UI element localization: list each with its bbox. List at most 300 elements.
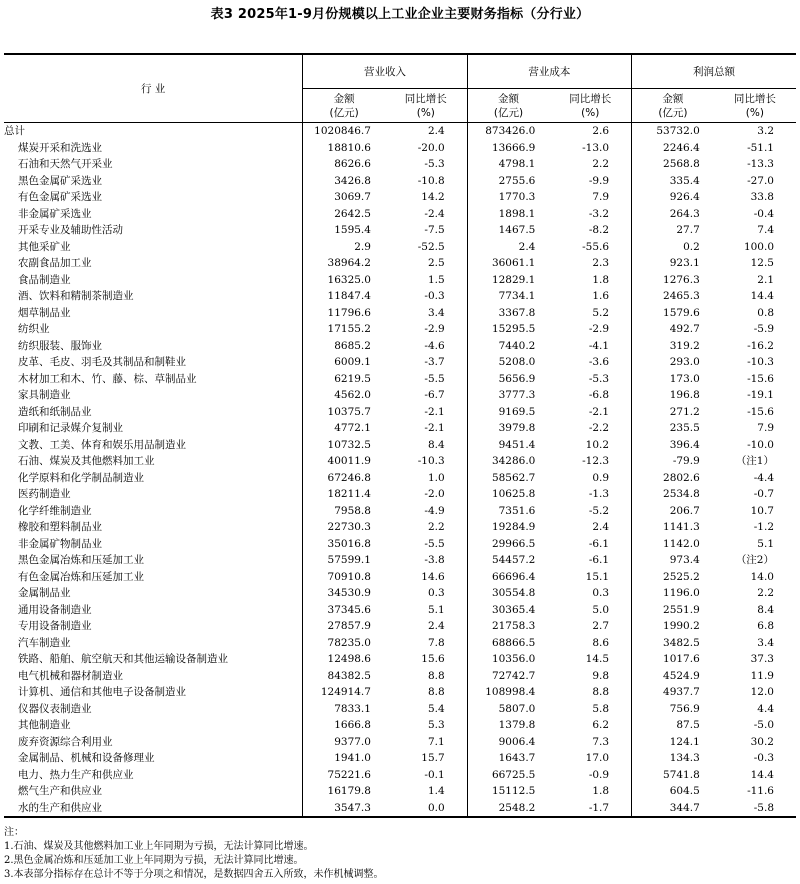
cell-cost-amount: 2755.6 bbox=[467, 173, 549, 190]
cell-profit-amount: 756.9 bbox=[632, 701, 714, 718]
row-industry-name: 水的生产和供应业 bbox=[4, 800, 303, 818]
cell-revenue-amount: 2642.5 bbox=[303, 206, 385, 223]
cell-cost-amount: 36061.1 bbox=[467, 255, 549, 272]
table-row bbox=[4, 354, 796, 371]
row-industry-name: 铁路、船舶、航空航天和其他运输设备制造业 bbox=[18, 653, 228, 666]
cell-revenue-growth: -2.4 bbox=[424, 207, 445, 220]
cell-profit-amount: 235.5 bbox=[632, 420, 714, 437]
cell-revenue-amount: 2.9 bbox=[303, 239, 385, 256]
cell-cost-growth: -1.7 bbox=[549, 800, 631, 818]
cell-revenue-growth: 2.4 bbox=[427, 125, 445, 138]
cell-profit-amount: 492.7 bbox=[632, 321, 714, 338]
cell-cost-growth: 1.8 bbox=[592, 785, 610, 798]
table-row bbox=[4, 585, 796, 602]
cell-profit-amount: 344.7 bbox=[632, 800, 714, 818]
cell-profit-amount: 1141.3 bbox=[632, 519, 714, 536]
cell-revenue-amount: 1020846.7 bbox=[303, 123, 385, 140]
cell-revenue-growth: 1.5 bbox=[427, 273, 445, 286]
cell-cost-growth: 0.3 bbox=[592, 587, 610, 600]
cell-revenue-growth: 0.3 bbox=[427, 587, 445, 600]
row-industry-name: 计算机、通信和其他电子设备制造业 bbox=[18, 686, 186, 699]
cell-revenue-growth: -5.5 bbox=[424, 372, 445, 385]
cell-revenue-amount: 11847.4 bbox=[303, 288, 385, 305]
cell-profit-amount: 1276.3 bbox=[632, 272, 714, 289]
row-industry-name: 石油和天然气开采业 bbox=[18, 158, 113, 171]
cell-cost-amount: 2548.2 bbox=[467, 800, 549, 818]
cell-profit-growth: 2.1 bbox=[757, 273, 774, 286]
cell-cost-amount: 5208.0 bbox=[467, 354, 549, 371]
cell-revenue-growth: -4.6 bbox=[424, 339, 445, 352]
cell-profit-growth: -11.6 bbox=[747, 785, 774, 798]
cell-revenue-amount: 3426.8 bbox=[303, 173, 385, 190]
cell-profit-growth: 37.3 bbox=[750, 653, 774, 666]
footnotes bbox=[4, 826, 384, 882]
cell-cost-growth: -6.1 bbox=[588, 537, 610, 550]
cell-profit-growth: -10.3 bbox=[747, 356, 774, 369]
cell-profit-growth: -51.1 bbox=[747, 141, 774, 154]
cell-cost-growth: -3.2 bbox=[588, 207, 610, 220]
cell-revenue-amount: 6219.5 bbox=[303, 371, 385, 388]
cell-cost-amount: 12829.1 bbox=[467, 272, 549, 289]
table-row bbox=[4, 536, 796, 553]
cell-profit-growth: 100.0 bbox=[743, 240, 774, 253]
cell-revenue-amount: 3547.3 bbox=[303, 800, 385, 818]
table-row bbox=[4, 404, 796, 421]
cell-cost-amount: 2.4 bbox=[467, 239, 549, 256]
cell-profit-amount: 173.0 bbox=[632, 371, 714, 388]
cell-cost-amount: 873426.0 bbox=[467, 123, 549, 140]
cell-revenue-amount: 78235.0 bbox=[303, 635, 385, 652]
table-row bbox=[4, 800, 796, 818]
table-row bbox=[4, 717, 796, 734]
cell-profit-growth: 7.9 bbox=[757, 422, 774, 435]
cell-cost-growth: -6.8 bbox=[588, 389, 610, 402]
cell-cost-amount: 21758.3 bbox=[467, 618, 549, 635]
cell-revenue-amount: 7833.1 bbox=[303, 701, 385, 718]
cell-revenue-amount: 22730.3 bbox=[303, 519, 385, 536]
cell-revenue-growth: -2.1 bbox=[424, 422, 445, 435]
cell-revenue-growth: -52.5 bbox=[417, 240, 445, 253]
cell-profit-amount: 319.2 bbox=[632, 338, 714, 355]
table-row bbox=[4, 635, 796, 652]
cell-profit-amount: 2534.8 bbox=[632, 486, 714, 503]
row-industry-name: 烟草制品业 bbox=[18, 306, 71, 319]
table-row bbox=[4, 222, 796, 239]
cell-revenue-amount: 57599.1 bbox=[303, 552, 385, 569]
cell-cost-amount: 72742.7 bbox=[467, 668, 549, 685]
cell-revenue-growth: 8.8 bbox=[427, 669, 445, 682]
column-group-profit: 利润总额 bbox=[632, 54, 796, 89]
cell-revenue-growth: 7.1 bbox=[427, 735, 445, 748]
cell-revenue-growth: 8.8 bbox=[427, 686, 445, 699]
table-row bbox=[4, 338, 796, 355]
footnote-1: 1.石油、煤炭及其他燃料加工业上年同期为亏损，无法计算同比增速。 bbox=[4, 841, 314, 852]
cell-profit-growth: -5.0 bbox=[753, 719, 774, 732]
cell-cost-amount: 7440.2 bbox=[467, 338, 549, 355]
column-group-revenue: 营业收入 bbox=[303, 54, 467, 89]
row-header-industry: 行 业 bbox=[4, 54, 303, 123]
table-row bbox=[4, 486, 796, 503]
cell-revenue-amount: 8685.2 bbox=[303, 338, 385, 355]
cell-profit-growth: 4.4 bbox=[757, 702, 774, 715]
cell-cost-growth: -5.3 bbox=[588, 372, 610, 385]
cell-cost-growth: 1.8 bbox=[592, 273, 610, 286]
cell-cost-amount: 30554.8 bbox=[467, 585, 549, 602]
row-industry-name: 酒、饮料和精制茶制造业 bbox=[18, 290, 134, 303]
cell-revenue-growth: 3.4 bbox=[427, 306, 445, 319]
table-row bbox=[4, 453, 796, 470]
cell-revenue-growth: -6.7 bbox=[424, 389, 445, 402]
table-row bbox=[4, 189, 796, 206]
table-row bbox=[4, 519, 796, 536]
cell-revenue-growth: 15.7 bbox=[421, 752, 445, 765]
cell-revenue-growth: 0.0 bbox=[385, 800, 467, 818]
column-header-growth: 同比增长 (%) bbox=[549, 89, 631, 123]
cell-cost-amount: 29966.5 bbox=[467, 536, 549, 553]
cell-profit-amount: 973.4 bbox=[632, 552, 714, 569]
cell-cost-growth: 6.2 bbox=[592, 719, 610, 732]
cell-cost-growth: 5.8 bbox=[592, 702, 610, 715]
cell-cost-growth: -9.9 bbox=[588, 174, 610, 187]
cell-revenue-growth: 2.2 bbox=[427, 521, 445, 534]
cell-profit-amount: 87.5 bbox=[632, 717, 714, 734]
cell-cost-amount: 7351.6 bbox=[467, 503, 549, 520]
cell-cost-growth: -12.3 bbox=[582, 455, 610, 468]
footnote-3: 3.本表部分指标存在总计不等于分项之和情况，是数据四舍五入所致，未作机械调整。 bbox=[4, 869, 384, 880]
cell-revenue-amount: 1941.0 bbox=[303, 750, 385, 767]
table-row bbox=[4, 156, 796, 173]
table-row bbox=[4, 288, 796, 305]
cell-cost-growth: 7.9 bbox=[592, 191, 610, 204]
cell-cost-growth: 15.1 bbox=[585, 570, 610, 583]
cell-cost-growth: 2.4 bbox=[592, 521, 610, 534]
cell-profit-growth: 0.8 bbox=[757, 306, 774, 319]
row-industry-name: 皮革、毛皮、羽毛及其制品和制鞋业 bbox=[18, 356, 186, 369]
cell-profit-amount: 1579.6 bbox=[632, 305, 714, 322]
cell-revenue-growth: 5.1 bbox=[427, 603, 445, 616]
cell-revenue-growth: -7.5 bbox=[424, 224, 445, 237]
cell-cost-growth: 5.0 bbox=[592, 603, 610, 616]
cell-revenue-growth: -3.8 bbox=[424, 554, 445, 567]
cell-revenue-amount: 40011.9 bbox=[303, 453, 385, 470]
cell-revenue-amount: 16325.0 bbox=[303, 272, 385, 289]
cell-cost-growth: 14.5 bbox=[585, 653, 610, 666]
table-title: 表3 2025年1-9月份规模以上工业企业主要财务指标（分行业） bbox=[210, 7, 590, 22]
cell-profit-growth: 14.4 bbox=[750, 768, 774, 781]
cell-cost-amount: 58562.7 bbox=[467, 470, 549, 487]
cell-profit-amount: 206.7 bbox=[632, 503, 714, 520]
cell-revenue-growth: -2.9 bbox=[424, 323, 445, 336]
row-industry-name: 非金属矿物制品业 bbox=[18, 537, 102, 550]
cell-revenue-amount: 3069.7 bbox=[303, 189, 385, 206]
cell-revenue-amount: 124914.7 bbox=[303, 684, 385, 701]
cell-cost-growth: 5.2 bbox=[592, 306, 610, 319]
cell-cost-growth: 2.7 bbox=[592, 620, 610, 633]
cell-revenue-amount: 70910.8 bbox=[303, 569, 385, 586]
table-row bbox=[4, 701, 796, 718]
cell-cost-growth: 8.6 bbox=[592, 636, 610, 649]
cell-profit-growth: -0.3 bbox=[753, 752, 774, 765]
cell-revenue-growth: -5.5 bbox=[424, 537, 445, 550]
cell-cost-amount: 15112.5 bbox=[467, 783, 549, 800]
cell-cost-amount: 54457.2 bbox=[467, 552, 549, 569]
table-row bbox=[4, 206, 796, 223]
column-group-cost: 营业成本 bbox=[467, 54, 631, 89]
cell-profit-amount: 2246.4 bbox=[632, 140, 714, 157]
row-industry-name: 橡胶和塑料制品业 bbox=[18, 521, 102, 534]
cell-profit-growth: -10.0 bbox=[747, 438, 774, 451]
cell-profit-growth: 10.7 bbox=[750, 504, 774, 517]
row-industry-name: 医药制造业 bbox=[18, 488, 71, 501]
cell-revenue-amount: 84382.5 bbox=[303, 668, 385, 685]
cell-profit-growth: 14.4 bbox=[750, 290, 774, 303]
cell-cost-growth: -2.9 bbox=[588, 323, 610, 336]
cell-revenue-amount: 67246.8 bbox=[303, 470, 385, 487]
cell-profit-amount: 196.8 bbox=[632, 387, 714, 404]
cell-cost-amount: 7734.1 bbox=[467, 288, 549, 305]
cell-revenue-amount: 1666.8 bbox=[303, 717, 385, 734]
row-industry-name: 汽车制造业 bbox=[18, 636, 71, 649]
row-industry-name: 木材加工和木、竹、藤、棕、草制品业 bbox=[18, 372, 197, 385]
column-header-amount: 金额 (亿元) bbox=[303, 89, 385, 123]
cell-profit-amount: 926.4 bbox=[632, 189, 714, 206]
cell-cost-amount: 1898.1 bbox=[467, 206, 549, 223]
cell-profit-growth: 3.2 bbox=[757, 125, 774, 138]
cell-revenue-amount: 7958.8 bbox=[303, 503, 385, 520]
cell-cost-amount: 13666.9 bbox=[467, 140, 549, 157]
cell-cost-growth: 10.2 bbox=[585, 438, 610, 451]
row-industry-name: 废弃资源综合利用业 bbox=[18, 735, 113, 748]
row-industry-name: 家具制造业 bbox=[18, 389, 71, 402]
cell-profit-growth: -15.6 bbox=[747, 372, 774, 385]
cell-profit-amount: 2525.2 bbox=[632, 569, 714, 586]
cell-profit-growth: -27.0 bbox=[747, 174, 774, 187]
cell-profit-growth: 6.8 bbox=[757, 620, 774, 633]
row-industry-name: 金属制品、机械和设备修理业 bbox=[18, 752, 155, 765]
cell-revenue-amount: 18810.6 bbox=[303, 140, 385, 157]
row-industry-name: 燃气生产和供应业 bbox=[18, 785, 102, 798]
row-industry-name: 食品制造业 bbox=[18, 273, 71, 286]
cell-profit-amount: 2465.3 bbox=[632, 288, 714, 305]
cell-revenue-growth: 8.4 bbox=[427, 438, 445, 451]
cell-profit-growth: 12.0 bbox=[750, 686, 774, 699]
row-industry-name: 其他采矿业 bbox=[18, 240, 71, 253]
cell-cost-growth: 2.3 bbox=[592, 257, 610, 270]
cell-revenue-amount: 35016.8 bbox=[303, 536, 385, 553]
table-row bbox=[4, 239, 796, 256]
table-row bbox=[4, 255, 796, 272]
row-industry-name: 化学纤维制造业 bbox=[18, 504, 92, 517]
table-row bbox=[4, 272, 796, 289]
cell-profit-growth: 8.4 bbox=[757, 603, 774, 616]
row-industry-name: 印刷和记录媒介复制业 bbox=[18, 422, 123, 435]
cell-cost-growth: 7.3 bbox=[592, 735, 610, 748]
cell-cost-amount: 5807.0 bbox=[467, 701, 549, 718]
row-industry-name: 化学原料和化学制品制造业 bbox=[18, 471, 144, 484]
cell-profit-amount: 0.2 bbox=[632, 239, 714, 256]
cell-cost-amount: 19284.9 bbox=[467, 519, 549, 536]
table-body bbox=[4, 123, 796, 818]
cell-profit-amount: 1196.0 bbox=[632, 585, 714, 602]
cell-revenue-amount: 75221.6 bbox=[303, 767, 385, 784]
table-row bbox=[4, 305, 796, 322]
cell-revenue-amount: 16179.8 bbox=[303, 783, 385, 800]
table-row bbox=[4, 783, 796, 800]
cell-revenue-growth: -4.9 bbox=[424, 504, 445, 517]
cell-cost-growth: 17.0 bbox=[585, 752, 610, 765]
row-industry-name: 专用设备制造业 bbox=[18, 620, 92, 633]
cell-profit-amount: 2568.8 bbox=[632, 156, 714, 173]
column-header-growth: 同比增长 (%) bbox=[385, 89, 467, 123]
row-industry-name: 总计 bbox=[4, 125, 25, 138]
cell-revenue-amount: 11796.6 bbox=[303, 305, 385, 322]
row-industry-name: 金属制品业 bbox=[18, 587, 71, 600]
cell-profit-amount: 604.5 bbox=[632, 783, 714, 800]
cell-revenue-growth: 14.6 bbox=[421, 570, 445, 583]
cell-cost-amount: 9451.4 bbox=[467, 437, 549, 454]
cell-revenue-amount: 37345.6 bbox=[303, 602, 385, 619]
cell-cost-amount: 66725.5 bbox=[467, 767, 549, 784]
cell-revenue-growth: -2.0 bbox=[424, 488, 445, 501]
cell-revenue-amount: 4772.1 bbox=[303, 420, 385, 437]
cell-profit-amount: 264.3 bbox=[632, 206, 714, 223]
cell-revenue-growth: 5.3 bbox=[427, 719, 445, 732]
cell-revenue-growth: 5.4 bbox=[427, 702, 445, 715]
cell-revenue-amount: 38964.2 bbox=[303, 255, 385, 272]
cell-cost-growth: 9.8 bbox=[592, 669, 610, 682]
cell-revenue-amount: 4562.0 bbox=[303, 387, 385, 404]
cell-cost-growth: -4.1 bbox=[588, 339, 610, 352]
cell-revenue-amount: 34530.9 bbox=[303, 585, 385, 602]
cell-profit-amount: 124.1 bbox=[632, 734, 714, 751]
cell-revenue-growth: -20.0 bbox=[417, 141, 445, 154]
cell-profit-growth: -4.4 bbox=[753, 471, 774, 484]
row-industry-name: 造纸和纸制品业 bbox=[18, 405, 92, 418]
row-industry-name: 黑色金属矿采选业 bbox=[18, 174, 102, 187]
cell-revenue-amount: 10375.7 bbox=[303, 404, 385, 421]
table-row bbox=[4, 123, 796, 140]
cell-cost-growth: 1.6 bbox=[592, 290, 610, 303]
table-row bbox=[4, 503, 796, 520]
cell-cost-amount: 3979.8 bbox=[467, 420, 549, 437]
cell-profit-amount: 1142.0 bbox=[632, 536, 714, 553]
cell-cost-amount: 15295.5 bbox=[467, 321, 549, 338]
table-row bbox=[4, 684, 796, 701]
row-industry-name: 石油、煤炭及其他燃料加工业 bbox=[18, 455, 155, 468]
cell-profit-amount: 4937.7 bbox=[632, 684, 714, 701]
cell-profit-amount: 293.0 bbox=[632, 354, 714, 371]
cell-revenue-growth: -10.8 bbox=[417, 174, 445, 187]
column-header-amount: 金额 (亿元) bbox=[632, 89, 714, 123]
row-industry-name: 通用设备制造业 bbox=[18, 603, 92, 616]
cell-revenue-amount: 9377.0 bbox=[303, 734, 385, 751]
cell-cost-amount: 9169.5 bbox=[467, 404, 549, 421]
cell-revenue-growth: -3.7 bbox=[424, 356, 445, 369]
row-industry-name: 仪器仪表制造业 bbox=[18, 702, 92, 715]
cell-revenue-amount: 18211.4 bbox=[303, 486, 385, 503]
cell-profit-amount: 1017.6 bbox=[632, 651, 714, 668]
cell-cost-growth: 2.6 bbox=[592, 125, 610, 138]
cell-profit-growth: -19.1 bbox=[747, 389, 774, 402]
cell-profit-growth: 30.2 bbox=[750, 735, 774, 748]
cell-profit-growth: 14.0 bbox=[750, 570, 774, 583]
cell-profit-growth: -1.2 bbox=[753, 521, 774, 534]
cell-cost-growth: 2.2 bbox=[592, 158, 610, 171]
cell-cost-amount: 1467.5 bbox=[467, 222, 549, 239]
cell-profit-amount: 4524.9 bbox=[632, 668, 714, 685]
cell-revenue-growth: 15.6 bbox=[421, 653, 445, 666]
cell-profit-amount: 335.4 bbox=[632, 173, 714, 190]
cell-profit-growth: -13.3 bbox=[747, 158, 774, 171]
cell-revenue-growth: -0.1 bbox=[424, 768, 445, 781]
cell-cost-growth: 8.8 bbox=[592, 686, 610, 699]
table-row bbox=[4, 371, 796, 388]
row-industry-name: 煤炭开采和洗选业 bbox=[18, 141, 102, 154]
table-row bbox=[4, 140, 796, 157]
cell-revenue-amount: 17155.2 bbox=[303, 321, 385, 338]
cell-profit-growth: -16.2 bbox=[747, 339, 774, 352]
cell-cost-amount: 1770.3 bbox=[467, 189, 549, 206]
cell-profit-growth: （注1） bbox=[735, 455, 774, 468]
cell-cost-amount: 34286.0 bbox=[467, 453, 549, 470]
row-industry-name: 有色金属冶炼和压延加工业 bbox=[18, 570, 144, 583]
cell-profit-growth: 5.1 bbox=[757, 537, 774, 550]
cell-profit-growth: 11.9 bbox=[750, 669, 774, 682]
cell-revenue-growth: 7.8 bbox=[427, 636, 445, 649]
table-row bbox=[4, 750, 796, 767]
cell-revenue-growth: -0.3 bbox=[424, 290, 445, 303]
cell-profit-growth: 33.8 bbox=[750, 191, 774, 204]
cell-profit-growth: 2.2 bbox=[757, 587, 774, 600]
row-industry-name: 黑色金属冶炼和压延加工业 bbox=[18, 554, 144, 567]
cell-cost-growth: -55.6 bbox=[582, 240, 610, 253]
cell-profit-amount: 53732.0 bbox=[632, 123, 714, 140]
table-row bbox=[4, 552, 796, 569]
cell-profit-growth: -15.6 bbox=[747, 405, 774, 418]
footnote-2: 2.黑色金属冶炼和压延加工业上年同期为亏损，无法计算同比增速。 bbox=[4, 855, 304, 866]
row-industry-name: 其他制造业 bbox=[18, 719, 71, 732]
cell-profit-growth: 7.4 bbox=[757, 224, 774, 237]
cell-revenue-amount: 12498.6 bbox=[303, 651, 385, 668]
cell-profit-growth: -5.9 bbox=[753, 323, 774, 336]
cell-revenue-amount: 27857.9 bbox=[303, 618, 385, 635]
row-industry-name: 文教、工美、体育和娱乐用品制造业 bbox=[18, 438, 186, 451]
cell-revenue-growth: -10.3 bbox=[417, 455, 445, 468]
cell-profit-amount: 271.2 bbox=[632, 404, 714, 421]
cell-revenue-amount: 10732.5 bbox=[303, 437, 385, 454]
cell-cost-growth: -8.2 bbox=[588, 224, 610, 237]
cell-profit-amount: 1990.2 bbox=[632, 618, 714, 635]
table-row bbox=[4, 321, 796, 338]
row-industry-name: 电力、热力生产和供应业 bbox=[18, 768, 134, 781]
table-row bbox=[4, 437, 796, 454]
table-row bbox=[4, 602, 796, 619]
cell-profit-amount: 3482.5 bbox=[632, 635, 714, 652]
table-row bbox=[4, 734, 796, 751]
cell-profit-amount: 923.1 bbox=[632, 255, 714, 272]
cell-profit-amount: 2802.6 bbox=[632, 470, 714, 487]
cell-cost-amount: 30365.4 bbox=[467, 602, 549, 619]
cell-profit-amount: 2551.9 bbox=[632, 602, 714, 619]
footnote-heading: 注： bbox=[4, 827, 24, 838]
column-header-growth: 同比增长 (%) bbox=[714, 89, 796, 123]
cell-revenue-growth: 1.4 bbox=[427, 785, 445, 798]
cell-cost-amount: 9006.4 bbox=[467, 734, 549, 751]
cell-revenue-growth: 14.2 bbox=[421, 191, 445, 204]
cell-cost-growth: -2.2 bbox=[588, 422, 610, 435]
cell-cost-growth: -3.6 bbox=[588, 356, 610, 369]
cell-cost-amount: 10356.0 bbox=[467, 651, 549, 668]
